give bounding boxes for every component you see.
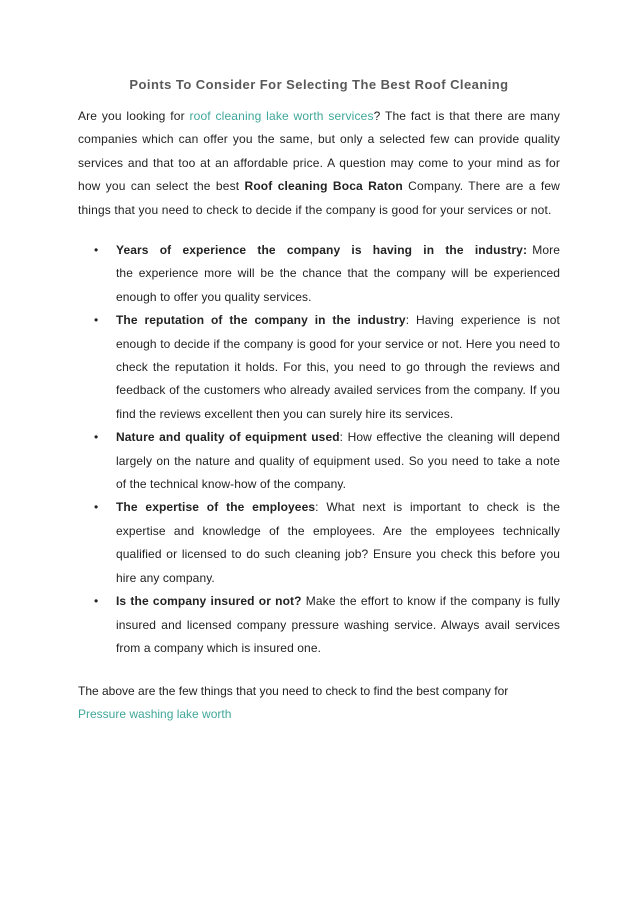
pressure-washing-lake-worth-link[interactable]: Pressure washing lake worth [78, 707, 232, 722]
document-title: Points To Consider For Selecting The Best Roof Cleaning [129, 77, 509, 92]
list-item-text: Make the effort to know if the company is fully insured and licensed company pressure washing service. Always avail services from a company which is insured one. [116, 594, 560, 655]
bullet-icon: • [94, 594, 99, 609]
list-item [78, 426, 560, 496]
list-item-text: : How effective the cleaning will depend largely on the nature and quality of equipment used. So you need to take a note of the technical know-how of the company. [116, 430, 560, 492]
list-item-heading: Nature and quality of equipment used [116, 430, 340, 445]
intro-text-2: ? The fact is that there are many companies which can offer you the same, but only a selected few can provide quality services and that too at an affordable price. A question may come to your mind as for how you can select the best [78, 109, 560, 194]
list-item-text: : What next is important to check is the expertise and knowledge of the employees. Are the employees technically qualified or licensed to do such cleaning job? Ensure you check this before you hire any company. [116, 500, 560, 585]
list-item-heading: The reputation of the company in the industry [116, 313, 406, 328]
list-item [78, 239, 560, 309]
list-item-text: : Having experience is not enough to decide if the company is good for your service or not. Here you need to check the reputation it holds. For this, you need to go through the reviews and feedback of the customers who already availed services from the company. If you find the reviews excellent then you can surely hire its services. [116, 313, 560, 421]
bullet-icon: • [94, 243, 99, 257]
closing-text: The above are the few things that you need to check to find the best company for [78, 684, 509, 698]
intro-text-3: Company. There are a few things that you need to check to decide if the company is good for your services or not. [78, 179, 560, 217]
roof-cleaning-boca-raton-bold: Roof cleaning Boca Raton [244, 179, 403, 194]
bullet-icon: • [94, 500, 99, 515]
list-item [78, 590, 560, 660]
intro-text-1: Are you looking for [78, 109, 190, 123]
list-item-heading: Years of experience the company is having in the industry: [116, 243, 528, 257]
considerations-list [78, 239, 560, 660]
list-item [78, 309, 560, 426]
bullet-icon: • [94, 430, 99, 445]
intro-paragraph [78, 105, 560, 222]
list-item-text: More the experience more will be the chance that the company will be experienced enough to offer you quality services. [116, 243, 560, 304]
roof-cleaning-lake-worth-link[interactable]: roof cleaning lake worth services [189, 109, 374, 123]
bullet-icon: • [94, 313, 99, 328]
list-item-heading: The expertise of the employees [116, 500, 316, 515]
list-item-heading: Is the company insured or not? [116, 594, 302, 609]
list-item [78, 496, 560, 590]
closing-paragraph [78, 680, 560, 727]
